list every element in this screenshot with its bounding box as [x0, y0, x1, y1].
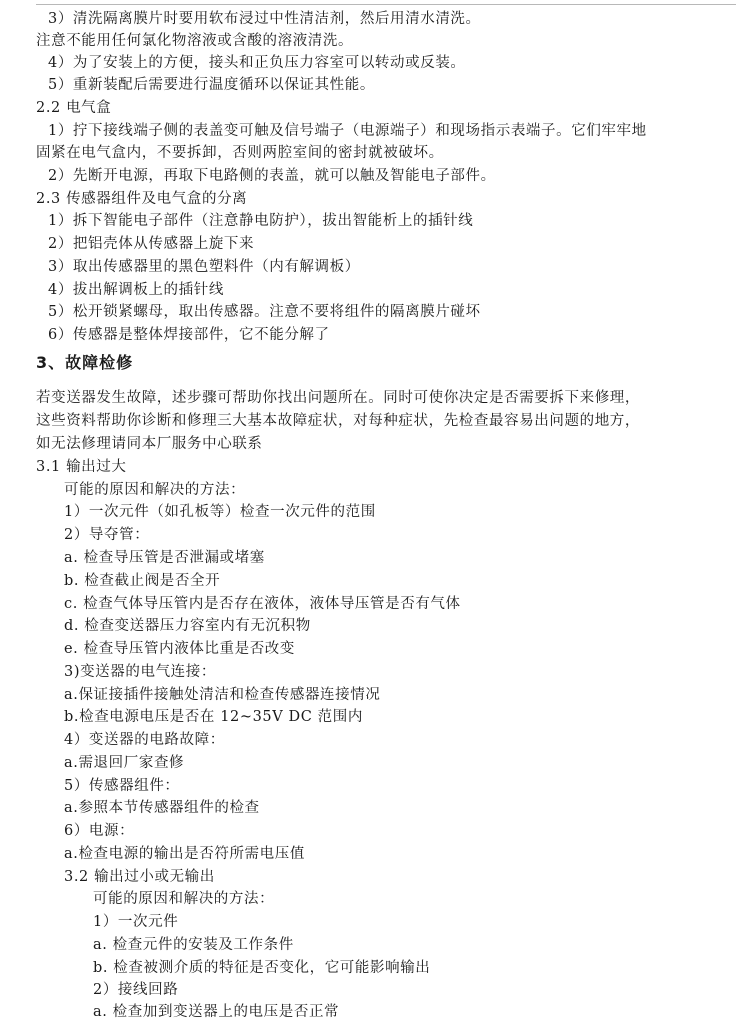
output-high-line: 4）变送器的电路故障：: [64, 732, 225, 748]
output-high-line: e. 检查导压管内液体比重是否改变: [64, 641, 295, 657]
heading-output-high: 3.1 输出过大: [36, 459, 127, 475]
output-high-line: c. 检查气体导压管内是否存在液体，液体导压管是否有气体: [64, 596, 461, 612]
output-high-line: a. 检查导压管是否泄漏或堵塞: [64, 550, 265, 566]
output-high-line: a.参照本节传感器组件的检查: [64, 800, 260, 816]
separation-step-6: 6）传感器是整体焊接部件，它不能分解了: [48, 327, 330, 343]
output-low-line: a. 检查加到变送器上的电压是否正常: [93, 1004, 340, 1020]
intro-line-3: 如无法修理请同本厂服务中心联系: [36, 436, 263, 452]
output-low-line: 可能的原因和解决的方法：: [93, 891, 275, 907]
sensor-step-3: 3）清洗隔离膜片时要用软布浸过中性清洁剂，然后用清水清洗。: [48, 11, 481, 27]
output-high-line: 6）电源：: [64, 823, 135, 839]
output-high-line: 5）传感器组件：: [64, 778, 180, 794]
electrical-box-line-1: 1）拧下接线端子侧的表盖变可触及信号端子（电源端子）和现场指示表端子。它们牢牢地: [48, 123, 647, 139]
sensor-step-note: 注意不能用任何氯化物溶液或含酸的溶液清洗。: [36, 33, 354, 49]
separation-step-2: 2）把铝壳体从传感器上旋下来: [48, 236, 255, 252]
intro-line-1: 若变送器发生故障，述步骤可帮助你找出问题所在。同时可使你决定是否需要拆下来修理，: [36, 390, 640, 406]
output-high-line: 2）导夺管：: [64, 527, 150, 543]
top-rule: [36, 4, 736, 5]
output-high-line: b.检查电源电压是否在 12~35V DC 范围内: [64, 709, 363, 725]
separation-step-5: 5）松开锁紧螺母，取出传感器。注意不要将组件的隔离膜片碰坏: [48, 304, 481, 320]
separation-step-3: 3）取出传感器里的黑色塑料件（内有解调板）: [48, 259, 360, 275]
output-high-line: 可能的原因和解决的方法：: [64, 482, 246, 498]
output-high-line: 3)变送器的电气连接：: [64, 664, 216, 680]
output-low-line: a. 检查元件的安装及工作条件: [93, 937, 294, 953]
heading-output-low: 3.2 输出过小或无输出: [64, 869, 215, 885]
sensor-step-4: 4）为了安装上的方便，接头和正负压力容室可以转动或反装。: [48, 55, 466, 71]
intro-line-2: 这些资料帮助你诊断和修理三大基本故障症状，对每种症状，先检查最容易出问题的地方，: [36, 413, 640, 429]
output-low-line: 1）一次元件: [93, 914, 179, 930]
heading-separation: 2.3 传感器组件及电气盒的分离: [36, 191, 248, 207]
separation-step-1: 1）拆下智能电子部件（注意静电防护），拔出智能析上的插针线: [48, 213, 474, 229]
electrical-box-line-2: 固紧在电气盒内，不要拆卸，否则两腔室间的密封就被破坏。: [36, 145, 444, 161]
output-high-line: a.保证接插件接触处清洁和检查传感器连接情况: [64, 687, 381, 703]
section-3-heading: 3、故障检修: [36, 353, 134, 372]
output-high-line: a.检查电源的输出是否符所需电压值: [64, 846, 305, 862]
heading-electrical-box: 2.2 电气盒: [36, 100, 112, 116]
output-high-line: d. 检查变送器压力容室内有无沉积物: [64, 618, 311, 634]
output-low-line: 2）接线回路: [93, 982, 179, 998]
output-high-line: 1）一次元件（如孔板等）检查一次元件的范围: [64, 504, 376, 520]
separation-step-4: 4）拔出解调板上的插针线: [48, 282, 224, 298]
output-high-line: b. 检查截止阀是否全开: [64, 573, 221, 589]
output-low-line: b. 检查被测介质的特征是否变化，它可能影响输出: [93, 960, 431, 976]
output-high-line: a.需退回厂家查修: [64, 755, 185, 771]
sensor-step-5: 5）重新装配后需要进行温度循环以保证其性能。: [48, 77, 375, 93]
electrical-box-line-3: 2）先断开电源，再取下电路侧的表盖，就可以触及智能电子部件。: [48, 168, 496, 184]
